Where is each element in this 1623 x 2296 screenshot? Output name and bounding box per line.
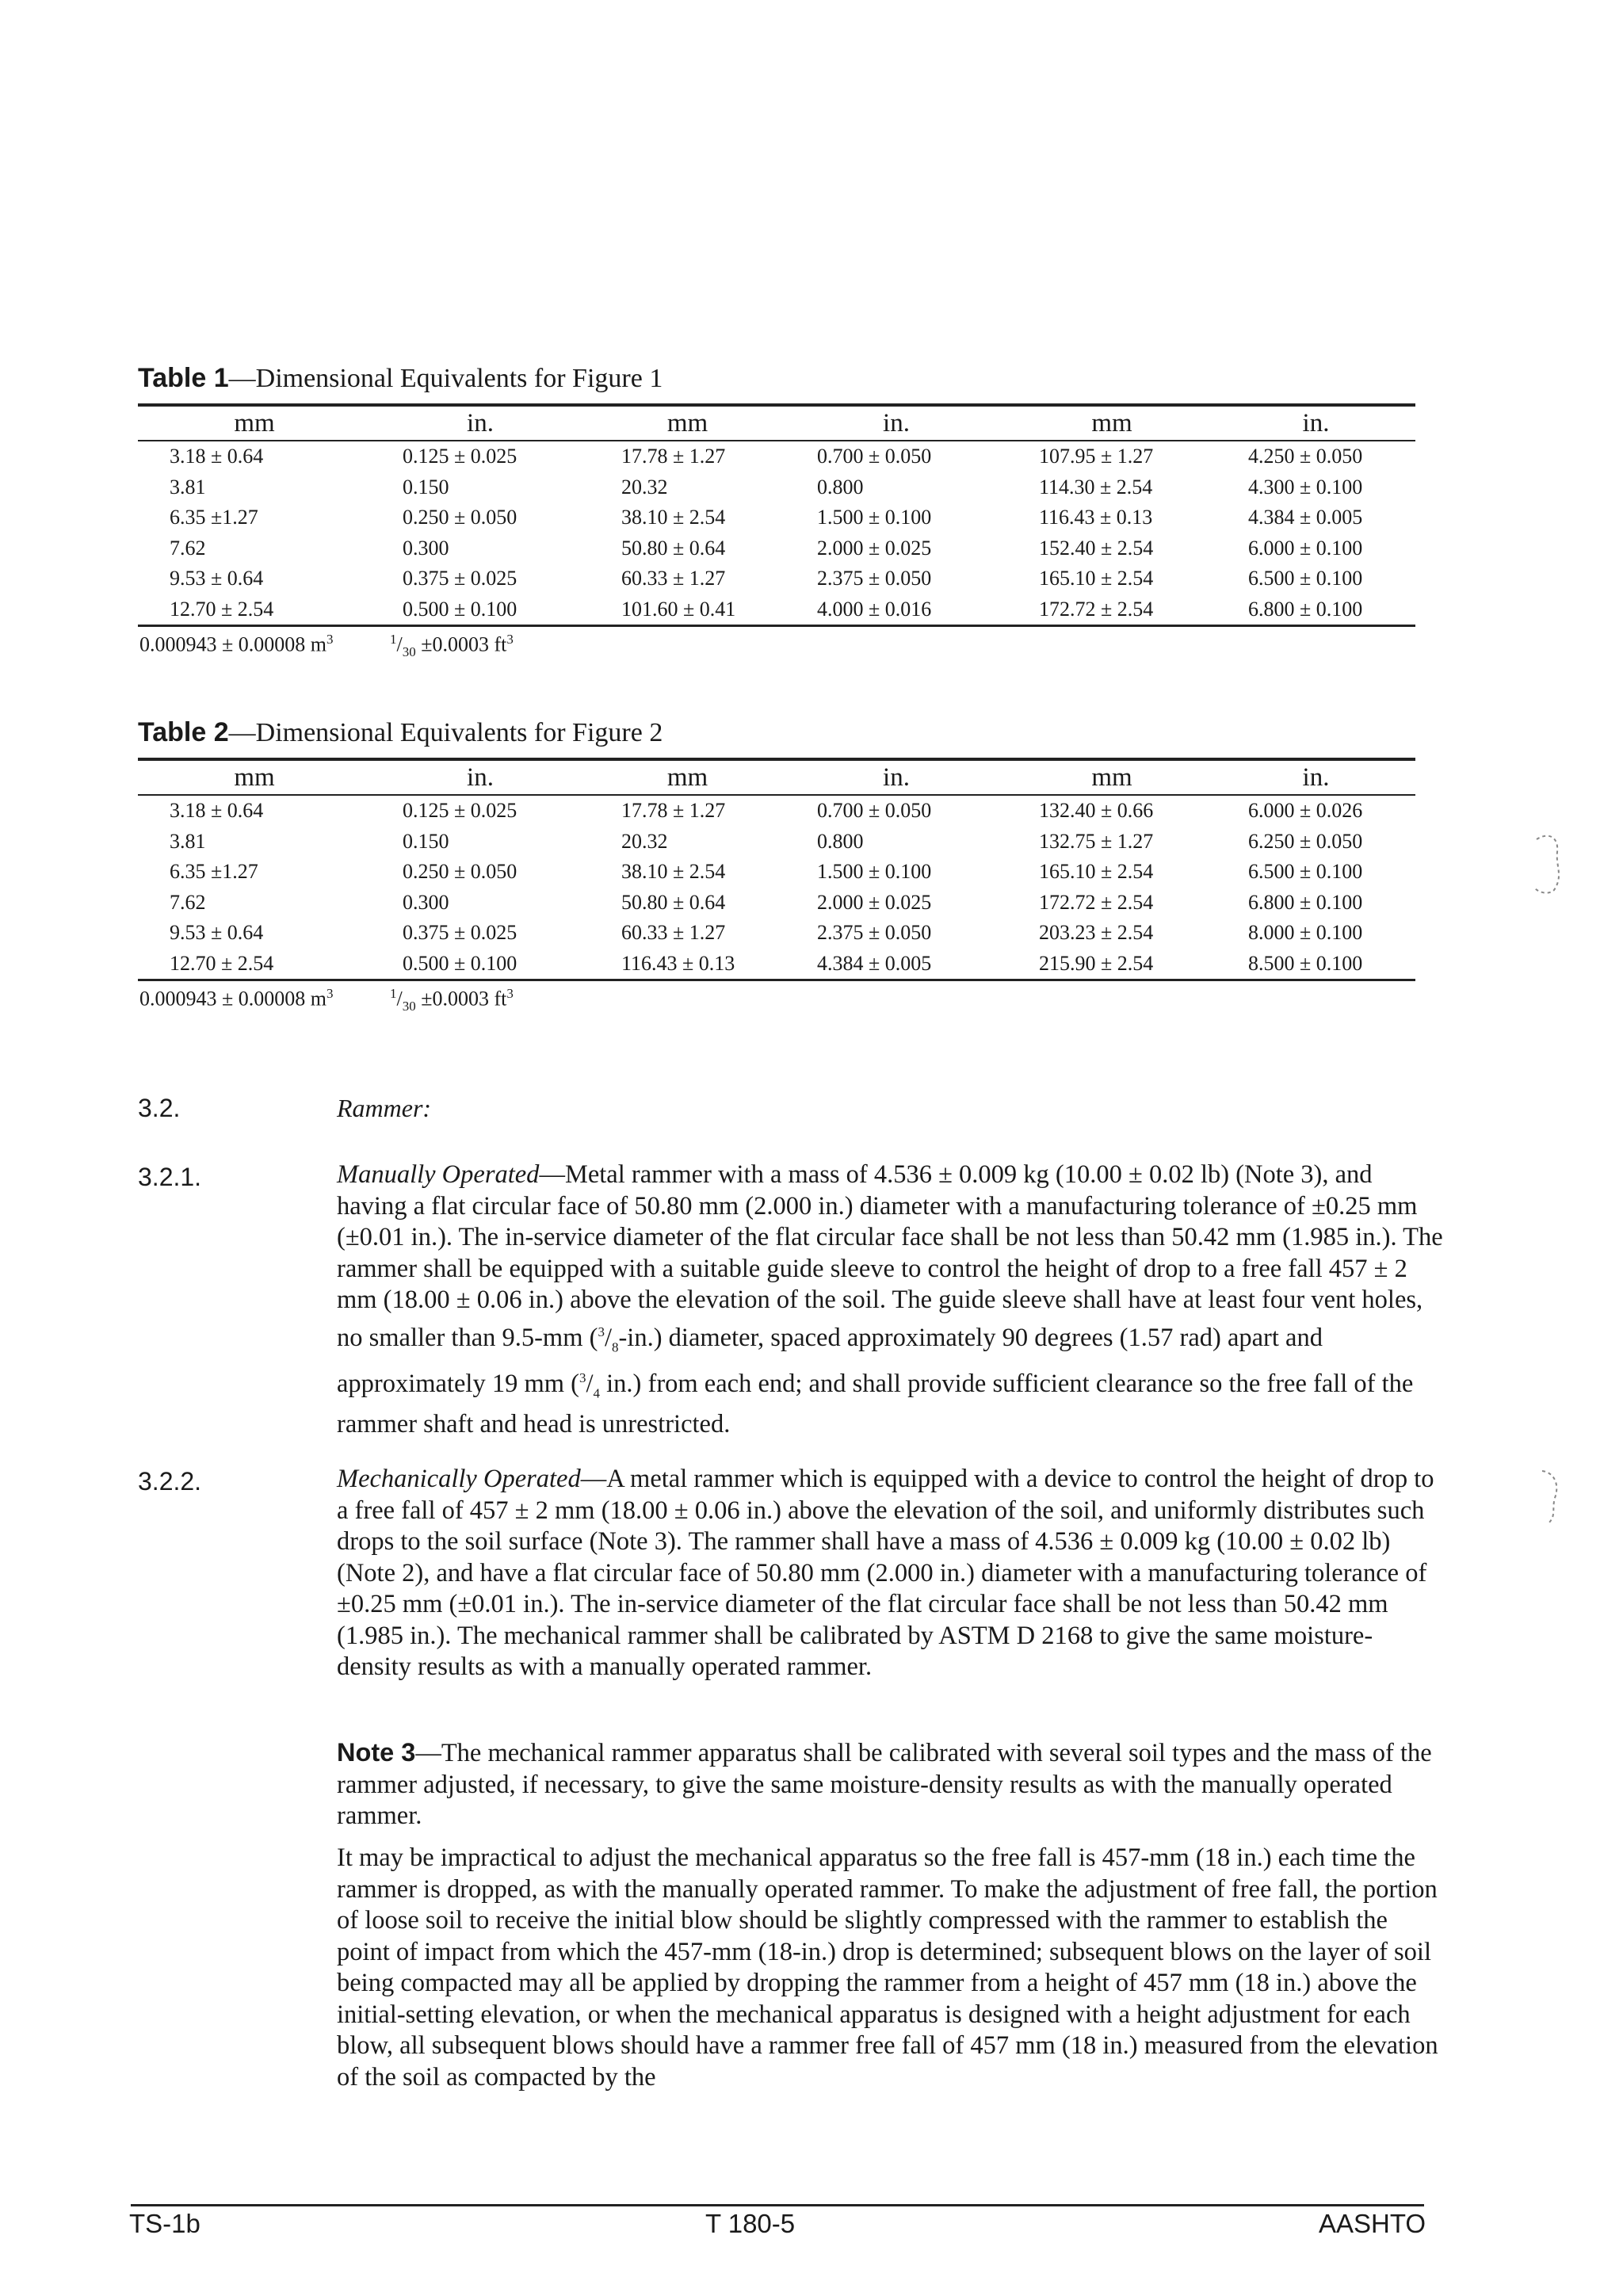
table-cell: 132.75 ± 1.27	[1039, 829, 1154, 853]
table-cell: 4.250 ± 0.050	[1248, 445, 1363, 468]
table-cell: 3.81	[170, 829, 206, 853]
table-cell: 0.375 ± 0.025	[403, 921, 517, 945]
table-cell: 0.800	[817, 475, 864, 499]
section-3-2-1-paragraph: Manually Operated—Metal rammer with a mass of 4.536 ± 0.009 kg (10.00 ± 0.02 lb) (Note 3), and having a flat circular face of 50.80 mm (2.000 in.) diameter with a manufacturing tolerance of ±0.25 mm (±0.01 in.). The in-service diameter of the flat circular face shall be not less than 50.42 mm (1.985 in.). The rammer shall be equipped with a suitable guide sleeve to control the height of drop to a free fall 457 ± 2 mm (18.00 ± 0.06 in.) above the elevation of the soil. The guide sleeve shall have at least four vent holes, no smaller than 9.5-mm $(^3/_8-in.)$ diameter, spaced approximately 90 degrees (1.57 rad) apart and approximately 19 mm ($^3/_4$ in.) from each end; and shall provide sufficient clearance so the free fall of the rammer shaft and head is unrestricted.	[337, 1160, 1443, 1439]
table-cell: 0.500 ± 0.100	[403, 597, 517, 621]
section-3-2-1-lead: Manually Operated	[337, 1160, 540, 1189]
table-cell: 38.10 ± 2.54	[621, 506, 726, 529]
table-cell: 12.70 ± 2.54	[170, 597, 274, 621]
table-cell: 2.000 ± 0.025	[817, 536, 932, 560]
table-2-caption	[138, 716, 1415, 750]
section-3-2-title: Rammer:	[337, 1094, 432, 1122]
table-cell: 60.33 ± 1.27	[621, 921, 726, 945]
table-row	[138, 472, 1415, 503]
column-header: mm	[666, 762, 708, 792]
table-cell: 8.500 ± 0.100	[1248, 951, 1363, 975]
table-row	[138, 857, 1415, 888]
table-cell: 4.300 ± 0.100	[1248, 475, 1363, 499]
table-cell: 38.10 ± 2.54	[621, 860, 726, 884]
table-cell: 12.70 ± 2.54	[170, 951, 274, 975]
margin-scan-mark	[1526, 828, 1581, 900]
table-cell: 0.800	[817, 829, 864, 853]
table-row	[138, 827, 1415, 858]
table-cell: 17.78 ± 1.27	[621, 799, 726, 823]
table-2-volume-row	[138, 986, 1415, 1013]
table-2-volume-mm: 0.000943 ± 0.00008 $m^3$	[139, 986, 334, 1010]
table-cell: 4.384 ± 0.005	[1248, 506, 1363, 529]
table-cell: 0.375 ± 0.025	[403, 567, 517, 590]
footer-right: AASHTO	[1319, 2209, 1426, 2238]
table-cell: 116.43 ± 0.13	[621, 951, 735, 975]
table-2	[138, 758, 1415, 981]
table-cell: 9.53 ± 0.64	[170, 567, 264, 590]
table-cell: 3.18 ± 0.64	[170, 799, 264, 823]
note-3-paragraph: Note 3—The mechanical rammer apparatus shall be calibrated with several soil types and the mass of the rammer adjusted, if necessary, to give the same moisture-density results as with the manually operated rammer.	[337, 1738, 1432, 1830]
table-1-title: —Dimensional Equivalents for Figure 1	[228, 364, 663, 393]
table-cell: 0.300	[403, 890, 449, 914]
table-cell: 6.500 ± 0.100	[1248, 567, 1363, 590]
column-header: mm	[1091, 762, 1132, 792]
table-row	[138, 888, 1415, 919]
table-cell: 2.375 ± 0.050	[817, 921, 932, 945]
table-cell: 0.150	[403, 475, 449, 499]
table-2-volume-in: $^1/_{30} \pm 0.0003$ $ft^3$	[390, 986, 514, 1014]
table-cell: 114.30 ± 2.54	[1039, 475, 1153, 499]
table-cell: 6.35 ±1.27	[170, 860, 258, 884]
section-3-2-1-number: 3.2.1.	[138, 1163, 202, 1191]
column-header: in.	[883, 762, 910, 792]
table-cell: 7.62	[170, 890, 206, 914]
table-2-block	[138, 716, 1415, 1013]
table-cell: 1.500 ± 0.100	[817, 506, 932, 529]
column-header: in.	[467, 408, 494, 437]
table-cell: 6.800 ± 0.100	[1248, 597, 1363, 621]
table-cell: 132.40 ± 0.66	[1039, 799, 1154, 823]
table-cell: 3.18 ± 0.64	[170, 445, 264, 468]
table-1-caption	[138, 361, 1415, 395]
footer-rule	[131, 2204, 1424, 2206]
column-header: in.	[1302, 762, 1330, 792]
table-cell: 0.700 ± 0.050	[817, 445, 932, 468]
footer-center: T 180-5	[705, 2209, 796, 2238]
table-cell: 2.000 ± 0.025	[817, 890, 932, 914]
table-cell: 6.250 ± 0.050	[1248, 829, 1363, 853]
table-cell: 9.53 ± 0.64	[170, 921, 264, 945]
column-header: in.	[1302, 408, 1330, 437]
table-cell: 0.500 ± 0.100	[403, 951, 517, 975]
table-cell: 50.80 ± 0.64	[621, 536, 726, 560]
table-cell: 203.23 ± 2.54	[1039, 921, 1154, 945]
table-cell: 2.375 ± 0.050	[817, 567, 932, 590]
table-row	[138, 594, 1415, 626]
section-3-2-2-lead: Mechanically Operated	[337, 1465, 581, 1493]
table-cell: 0.125 ± 0.025	[403, 799, 517, 823]
table-1-volume-mm: 0.000943 ± 0.00008 $m^3$	[139, 632, 334, 656]
column-header: mm	[666, 408, 708, 437]
table-1-block	[138, 361, 1415, 659]
table-cell: 0.125 ± 0.025	[403, 445, 517, 468]
table-cell: 3.81	[170, 475, 206, 499]
table-cell: 20.32	[621, 829, 668, 853]
column-header: mm	[234, 408, 275, 437]
table-1	[138, 403, 1415, 627]
table-row	[138, 949, 1415, 980]
table-cell: 165.10 ± 2.54	[1039, 860, 1154, 884]
table-cell: 0.150	[403, 829, 449, 853]
table-1-header-row	[138, 405, 1415, 441]
table-cell: 4.384 ± 0.005	[817, 951, 932, 975]
table-row	[138, 918, 1415, 949]
table-cell: 152.40 ± 2.54	[1039, 536, 1154, 560]
table-cell: 165.10 ± 2.54	[1039, 567, 1154, 590]
table-cell: 0.700 ± 0.050	[817, 799, 932, 823]
table-cell: 6.35 ±1.27	[170, 506, 258, 529]
table-row	[138, 533, 1415, 564]
table-2-header-row	[138, 759, 1415, 795]
table-cell: 1.500 ± 0.100	[817, 860, 932, 884]
table-1-label: Table 1	[138, 363, 229, 393]
table-cell: 6.500 ± 0.100	[1248, 860, 1363, 884]
table-row	[138, 563, 1415, 594]
table-cell: 60.33 ± 1.27	[621, 567, 726, 590]
section-3-2-2-number: 3.2.2.	[138, 1467, 202, 1496]
table-cell: 172.72 ± 2.54	[1039, 597, 1154, 621]
table-cell: 6.800 ± 0.100	[1248, 890, 1363, 914]
section-3-2-number: 3.2.	[138, 1094, 181, 1122]
table-cell: 116.43 ± 0.13	[1039, 506, 1153, 529]
column-header: in.	[883, 408, 910, 437]
table-cell: 17.78 ± 1.27	[621, 445, 726, 468]
table-2-label: Table 2	[138, 717, 229, 747]
note-3-continuation: It may be impractical to adjust the mechanical apparatus so the free fall is 457-mm (18 in.) each time the rammer is dropped, as with the manually operated rammer. To make the adjustment of free fall, the portion of loose soil to receive the initial blow should be slightly compressed with the rammer to establish the point of impact from which the 457-mm (18-in.) drop is determined; subsequent blows on the layer of soil being compacted may all be applied by dropping the rammer from a height of 457 mm (18 in.) above the initial-setting elevation, or when the mechanical apparatus is designed with a height adjustment for each blow, all subsequent blows should have a rammer free fall of 457 mm (18 in.) measured from the elevation of the soil as compacted by the	[337, 1843, 1438, 2092]
table-cell: 8.000 ± 0.100	[1248, 921, 1363, 945]
table-row	[138, 795, 1415, 827]
table-cell: 0.250 ± 0.050	[403, 860, 517, 884]
column-header: in.	[467, 762, 494, 792]
column-header: mm	[1091, 408, 1132, 437]
table-row	[138, 502, 1415, 533]
table-cell: 215.90 ± 2.54	[1039, 951, 1154, 975]
table-cell: 101.60 ± 0.41	[621, 597, 736, 621]
margin-scan-mark-2	[1528, 1466, 1575, 1530]
column-header: mm	[234, 762, 275, 792]
table-1-volume-in: $^1/_{30} \pm 0.0003$ $ft^3$	[390, 632, 514, 659]
table-row	[138, 441, 1415, 472]
table-cell: 107.95 ± 1.27	[1039, 445, 1154, 468]
table-cell: 0.300	[403, 536, 449, 560]
table-cell: 7.62	[170, 536, 206, 560]
table-cell: 50.80 ± 0.64	[621, 890, 726, 914]
table-cell: 0.250 ± 0.050	[403, 506, 517, 529]
table-cell: 4.000 ± 0.016	[817, 597, 932, 621]
table-2-title: —Dimensional Equivalents for Figure 2	[228, 718, 663, 747]
table-cell: 6.000 ± 0.100	[1248, 536, 1363, 560]
footer-left: TS-1b	[129, 2209, 200, 2238]
section-3-2-2-paragraph: Mechanically Operated—A metal rammer which is equipped with a device to control the height of drop to a free fall of 457 ± 2 mm (18.00 ± 0.06 in.) above the elevation of the soil, and uniformly distributes such drops to the soil surface (Note 3). The rammer shall have a mass of 4.536 ± 0.009 kg (10.00 ± 0.02 lb) (Note 2), and have a flat circular face of 50.80 mm (2.000 in.) diameter with a manufacturing tolerance of ±0.25 mm (±0.01 in.). The in-service diameter of the flat circular face shall be not less than 50.42 mm (1.985 in.). The mechanical rammer shall be calibrated by ASTM D 2168 to give the same moisture-density results as with a manually operated rammer.	[337, 1465, 1434, 1681]
table-cell: 172.72 ± 2.54	[1039, 890, 1154, 914]
table-1-volume-row	[138, 632, 1415, 659]
table-cell: 20.32	[621, 475, 668, 499]
table-cell: 6.000 ± 0.026	[1248, 799, 1363, 823]
note-3-label: Note 3	[337, 1738, 416, 1767]
